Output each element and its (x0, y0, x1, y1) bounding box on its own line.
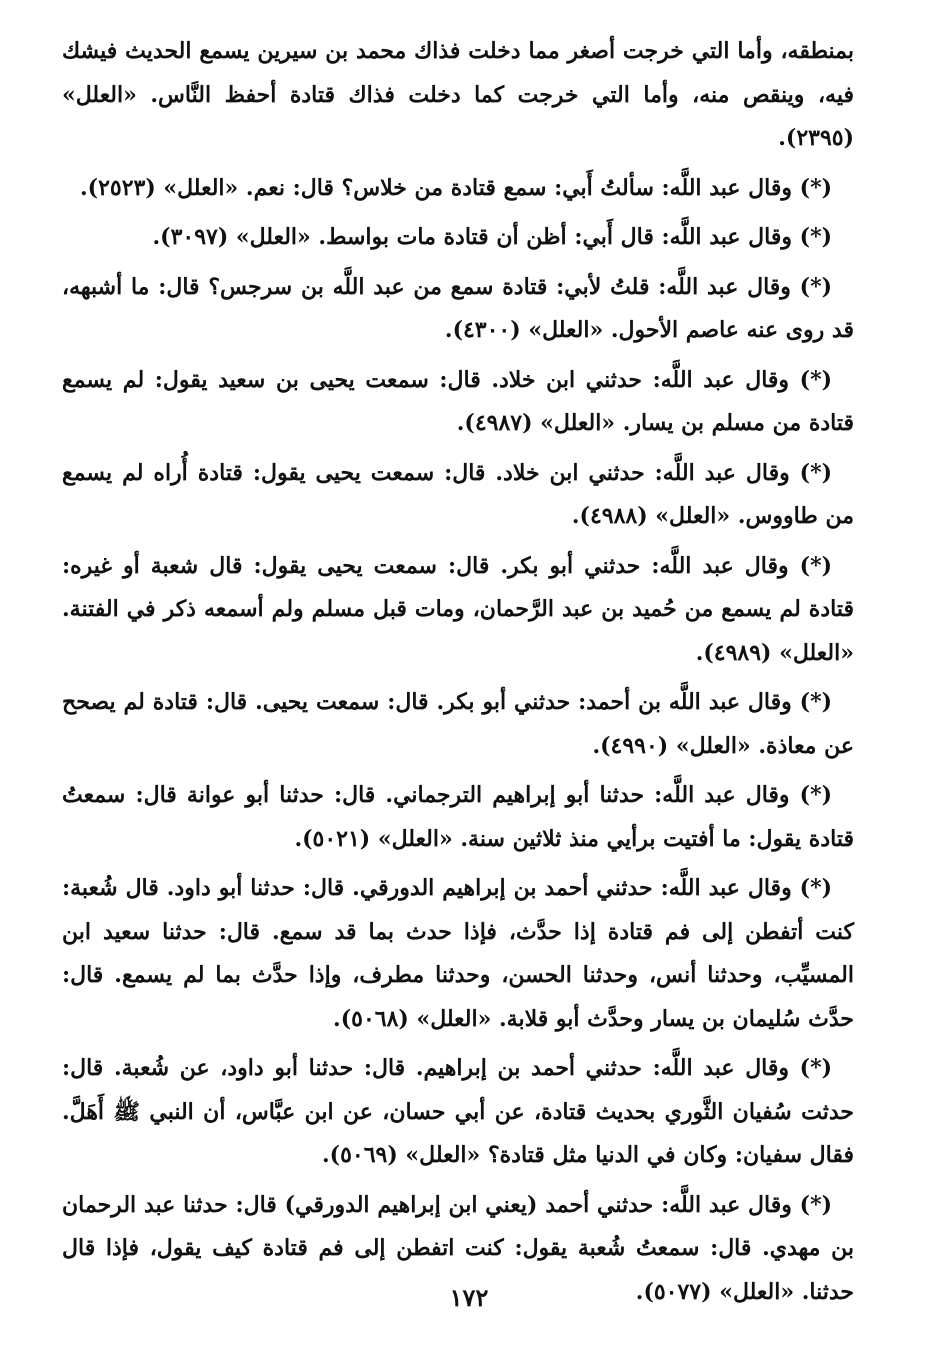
paragraph-entry-4988: (*) وقال عبد اللَّه: حدثني ابن خلاد. قال: سمعت يحيى يقول: قتادة أُراه لم يسمع من طاووس. «العلل» (٤٩٨٨). (62, 459, 854, 529)
paragraph-entry-2523: (*) وقال عبد اللَّه: سألتُ أَبي: سمع قتادة من خلاس؟ قال: نعم. «العلل» (٢٥٢٣). (79, 174, 832, 201)
paragraph-entry-5068: (*) وقال عبد اللَّه: حدثني أحمد بن إبراهيم الدورقي. قال: حدثنا أبو داود. قال شُعبة: كنت أتفطن إلى فم قتادة إذا حدَّث، فإذا حدث بما قد سمع. قال: حدثنا سعيد ابن المسيِّب، وحدثنا أنس، وحدثنا الحسن، وحدثنا مطرف، وإذا حدَّث بما لم يسمع. قال: حدَّث سُليمان بن يسار وحدَّث أبو قلابة. «العلل» (٥٠٦٨). (62, 875, 854, 1032)
paragraph-entry-5077: (*) وقال عبد اللَّه: حدثني أحمد (يعني ابن إبراهيم الدورقي) قال: حدثنا عبد الرحمان بن مهدي. قال: سمعتُ شُعبة يقول: كنت اتفطن إلى فم قتادة كيف يقول، فإذا قال حدثنا. «العلل» (٥٠٧٧). (62, 1191, 854, 1305)
paragraph-entry-5069: (*) وقال عبد اللَّه: حدثني أحمد بن إبراهيم. قال: حدثنا أبو داود، عن شُعبة. قال: حدثت سُفيان الثَّوري بحديث قتادة، عن أبي حسان، عن ابن عبَّاس، أن النبي ﷺ أَهَلَّ. فقال سفيان: وكان في الدنيا مثل قتادة؟ «العلل» (٥٠٦٩). (62, 1055, 854, 1168)
paragraph-entry-3097: (*) وقال عبد اللَّه: قال أَبي: أظن أن قتادة مات بواسط. «العلل» (٣٠٩٧). (152, 224, 832, 250)
paragraph-entry-4989: (*) وقال عبد اللَّه: حدثني أبو بكر. قال: سمعت يحيى يقول: قال شعبة أو غيره: قتادة لم يسمع من حُميد بن عبد الرَّحمان، ومات قبل مسلم ولم أسمعه ذكر في الفتنة. «العلل» (٤٩٨٩). (62, 552, 854, 666)
page-body (62, 30, 854, 1330)
paragraph-entry-4987: (*) وقال عبد اللَّه: حدثني ابن خلاد. قال: سمعت يحيى بن سعيد يقول: لم يسمع قتادة من مسلم بن يسار. «العلل» (٤٩٨٧). (62, 366, 854, 436)
paragraph-entry-5021: (*) وقال عبد اللَّه: حدثنا أبو إبراهيم الترجماني. قال: حدثنا أبو عوانة قال: سمعتُ قتادة يقول: ما أفتيت برأيي منذ ثلاثين سنة. «العلل» (٥٠٢١). (62, 782, 854, 852)
paragraph-continuation: بمنطقه، وأما التي خرجت أصغر مما دخلت فذاك محمد بن سيرين يسمع الحديث فيشك فيه، وينقص منه، وأما التي خرجت كما دخلت فذاك قتادة أحفظ النَّاس. «العلل» (٢٣٩٥). (62, 38, 854, 151)
paragraph-entry-4990: (*) وقال عبد اللَّه بن أحمد: حدثني أبو بكر. قال: سمعت يحيى. قال: قتادة لم يصحح عن معاذة. «العلل» (٤٩٩٠). (62, 689, 854, 759)
paragraph-entry-4300: (*) وقال عبد اللَّه: قلتُ لأبي: قتادة سمع من عبد اللَّه بن سرجس؟ قال: ما أشبهه، قد روى عنه عاصم الأحول. «العلل» (٤٣٠٠). (62, 273, 854, 343)
page-number: ١٧٢ (449, 1283, 489, 1312)
